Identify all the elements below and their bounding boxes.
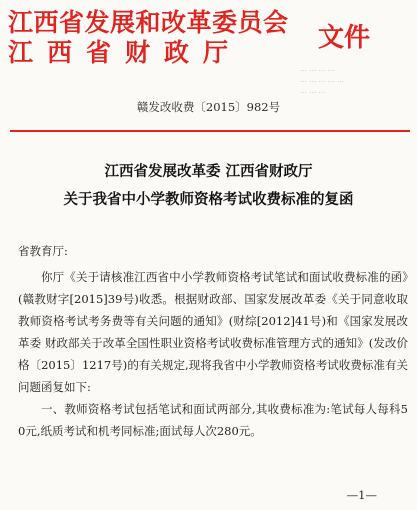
issuer-suffix: 文件: [318, 23, 371, 53]
title-line-1: 江西省发展改革委 江西省财政厅: [104, 164, 313, 180]
title-line-2: 关于我省中小学教师资格考试收费标准的复函: [63, 192, 354, 208]
issuer-line-2: 江西省财政厅: [8, 38, 243, 67]
letter-body: [18, 266, 408, 442]
red-divider: [10, 130, 410, 132]
issuer-line-1: 江西省发展和改革委员会: [8, 8, 289, 37]
document-number: 赣发改收费〔2015〕982号: [136, 100, 281, 114]
page-number: —1—: [346, 488, 377, 502]
bleed-through-text: ⋯ ⋯ ⋯ ⋯ ⋯ ⋯ ⋯ ⋯ ⋯ ⋯ ⋯ ⋯: [300, 67, 344, 97]
body-paragraph: 你厅《关于请核准江西省中小学教师资格考试笔试和面试收费标准的函》(赣教财字[2015]39号)收悉。根据财政部、国家发展改革委《关于同意收取教师资格考试考务费等有关问题的通知》(财综[2012]41号)和《国家发展改革委 财政部关于改革全国性职业资格考试收费标准管理方式的通知》(发改价格〔2015〕1217号)的有关规定,现将我省中小学教师资格考试收费标准有关问题函复如下:: [18, 270, 408, 394]
salutation: 省教育厅:: [18, 244, 68, 258]
body-paragraph: 一、教师资格考试包括笔试和面试两部分,其收费标准为:笔试每人每科50元,纸质考试和机考同标准;面试每人次280元。: [18, 402, 408, 438]
